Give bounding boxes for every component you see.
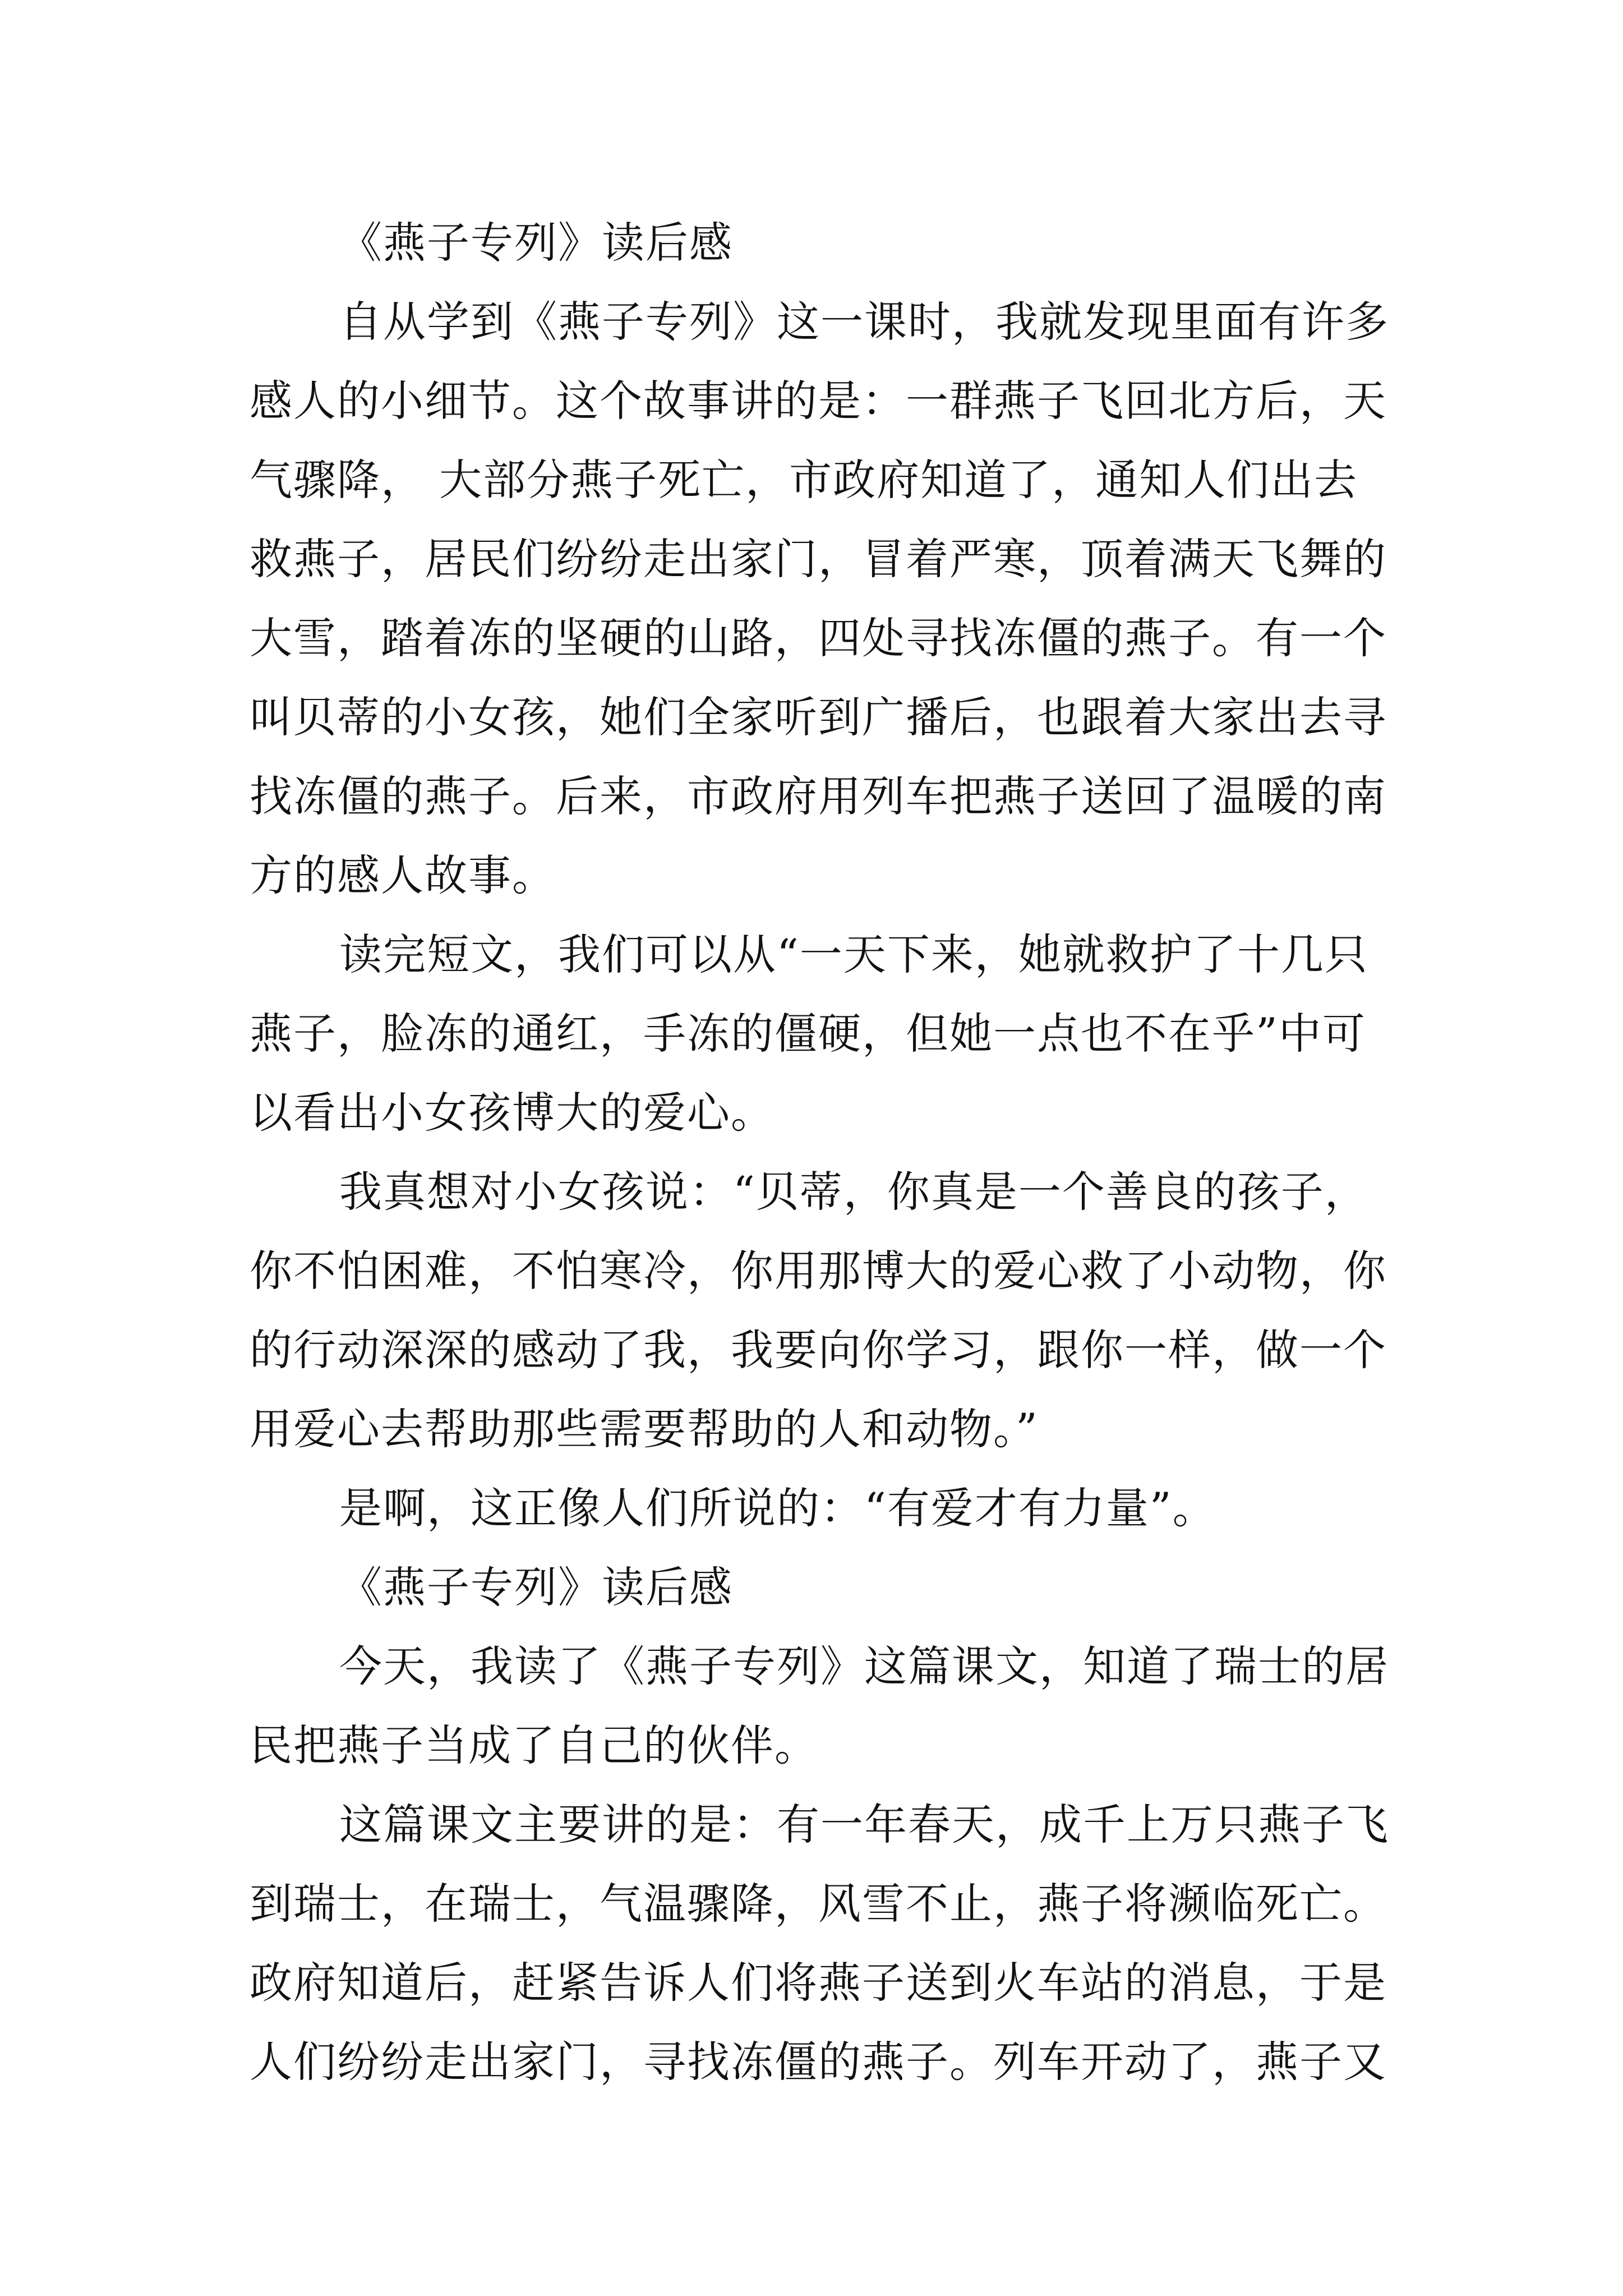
- paragraph-4-line-1: 是啊，这正像人们所说的：“有爱才有力量”。: [339, 1483, 1216, 1533]
- paragraph-2-line-2: 燕子，脸冻的通红，手冻的僵硬，但她一点也不在乎”中可: [250, 1009, 1366, 1059]
- paragraph-1-line-2: 感人的小细节。这个故事讲的是：一群燕子飞回北方后，天: [250, 376, 1387, 426]
- paragraph-3-line-2: 你不怕困难，不怕寒冷，你用那博大的爱心救了小动物，你: [250, 1246, 1387, 1296]
- paragraph-1-line-1: 自从学到《燕子专列》这一课时，我就发现里面有许多: [339, 297, 1389, 347]
- paragraph-3-line-3: 的行动深深的感动了我，我要向你学习，跟你一样，做一个: [250, 1325, 1387, 1375]
- paragraph-6-line-1: 这篇课文主要讲的是：有一年春天，成千上万只燕子飞: [339, 1800, 1389, 1849]
- paragraph-6-line-3: 政府知道后，赶紧告诉人们将燕子送到火车站的消息，于是: [250, 1958, 1387, 2008]
- paragraph-2-line-3: 以看出小女孩博大的爱心。: [250, 1088, 774, 1138]
- paragraph-5-line-1: 今天，我读了《燕子专列》这篇课文，知道了瑞士的居: [339, 1641, 1389, 1691]
- paragraph-1-line-8: 方的感人故事。: [250, 850, 556, 900]
- paragraph-6-line-4: 人们纷纷走出家门，寻找冻僵的燕子。列车开动了，燕子又: [250, 2037, 1387, 2087]
- document-body: [250, 203, 1394, 2101]
- paragraph-6-line-2: 到瑞士，在瑞士，气温骤降，风雪不止，燕子将濒临死亡。: [250, 1879, 1387, 1929]
- paragraph-5-line-2: 民把燕子当成了自己的伙伴。: [250, 1720, 818, 1770]
- essay-title-2: 《燕子专列》读后感: [339, 1562, 733, 1612]
- paragraph-1-line-5: 大雪，踏着冻的坚硬的山路，四处寻找冻僵的燕子。有一个: [250, 613, 1387, 663]
- paragraph-1-line-3: 气骤降， 大部分燕子死亡，市政府知道了，通知人们出去: [250, 455, 1358, 505]
- paragraph-2-line-1: 读完短文，我们可以从“一天下来，她就救护了十几只: [339, 930, 1368, 979]
- paragraph-1-line-4: 救燕子，居民们纷纷走出家门，冒着严寒，顶着满天飞舞的: [250, 534, 1387, 584]
- paragraph-1-line-6: 叫贝蒂的小女孩，她们全家听到广播后，也跟着大家出去寻: [250, 692, 1387, 742]
- paragraph-1-line-7: 找冻僵的燕子。后来，市政府用列车把燕子送回了温暖的南: [250, 771, 1387, 821]
- paragraph-3-line-1: 我真想对小女孩说：“贝蒂，你真是一个善良的孩子，: [339, 1167, 1368, 1217]
- essay-title-1: 《燕子专列》读后感: [339, 218, 733, 268]
- paragraph-3-line-4: 用爱心去帮助那些需要帮助的人和动物。”: [250, 1404, 1039, 1454]
